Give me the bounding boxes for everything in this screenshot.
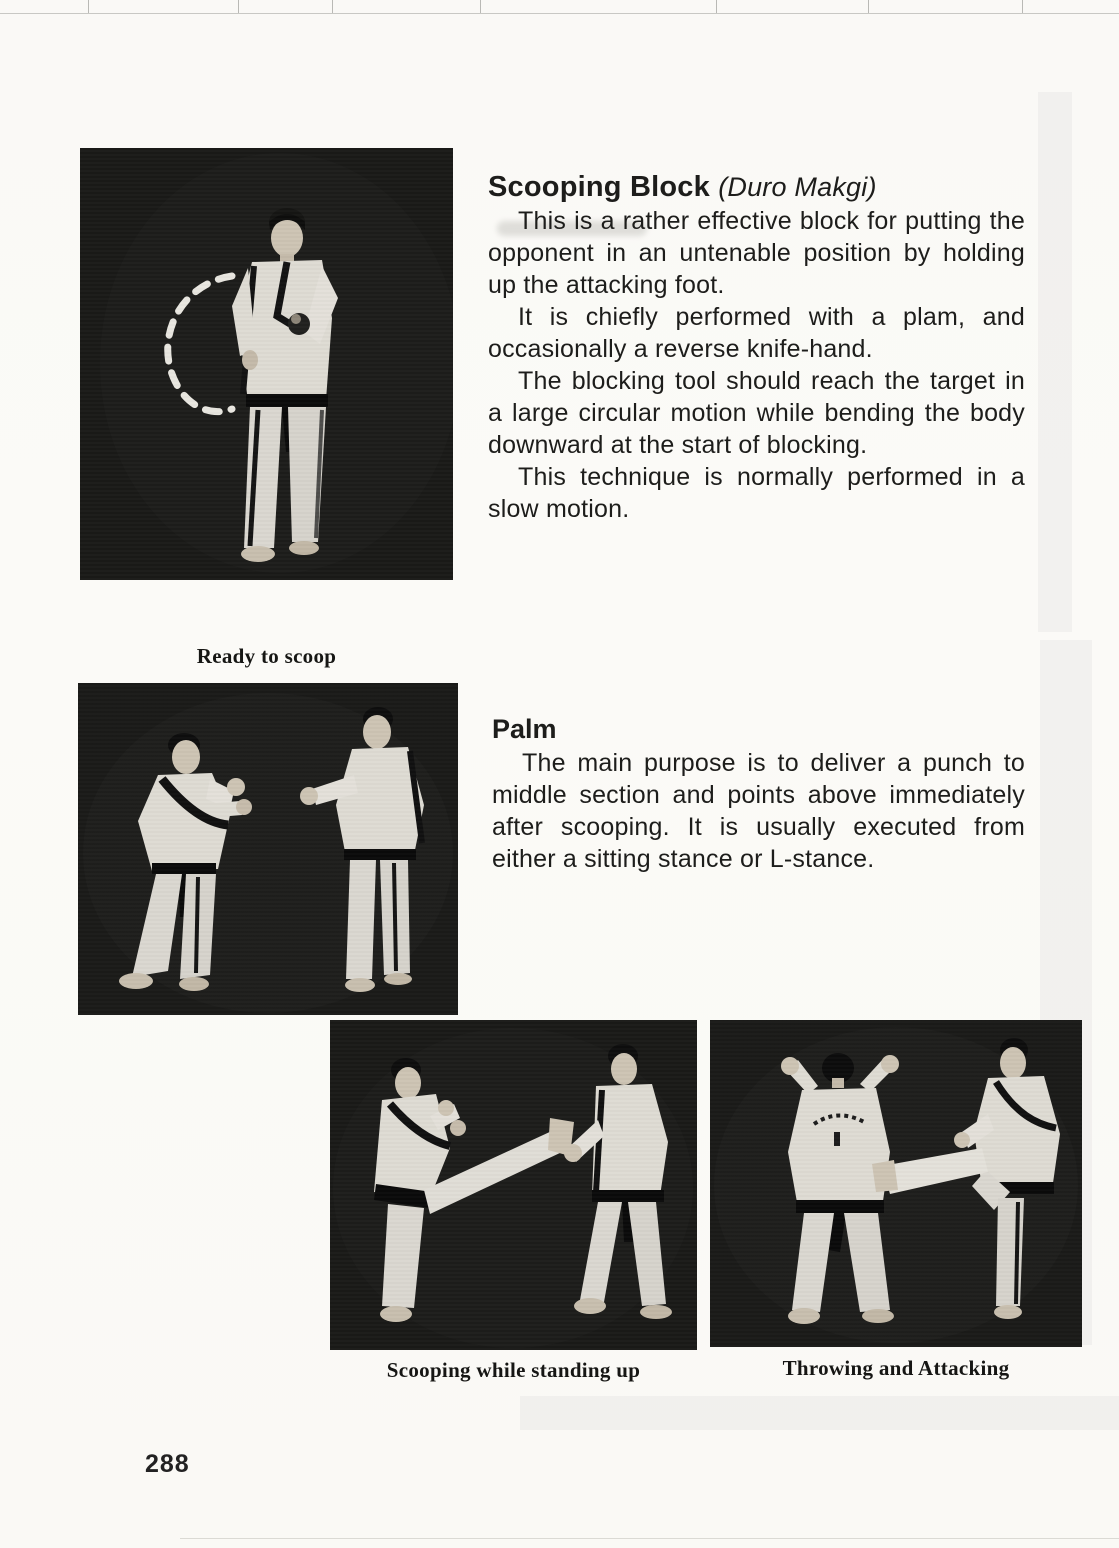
page-number: 288 (145, 1450, 190, 1478)
scan-artifact-tick (332, 0, 333, 13)
figure-single-stance-illustration (80, 148, 453, 580)
caption-scooping-standing: Scooping while standing up (386, 1358, 641, 1382)
section-heading (488, 170, 1025, 204)
figure-throw-attack-illustration (710, 1020, 1082, 1347)
scooping-motion-arrow (168, 276, 232, 412)
heading-korean-term: (Duro Makgi) (718, 172, 877, 202)
section-scooping-block (488, 170, 1025, 525)
scooping-block-body (488, 205, 1025, 525)
paragraph: The main purpose is to deliver a punch to middle section and points above immediately after scooping. It is usually executed from either a sitting stance or L-stance. (492, 749, 1025, 873)
scan-artifact-tick (238, 0, 239, 13)
heading-palm: Palm (492, 714, 557, 744)
paragraph: It is chiefly performed with a plam, and occasionally a reverse knife-hand. (488, 303, 1025, 363)
scan-artifact-tick (716, 0, 717, 13)
paragraph: The blocking tool should reach the target in a large circular motion while bending the body downward at the start of blocking. (488, 367, 1025, 459)
heading-scooping-block: Scooping Block (488, 171, 710, 203)
photo-ready-to-scoop (80, 148, 453, 580)
scan-artifact-top-line (0, 13, 1119, 14)
photo-throwing-attacking (710, 1020, 1082, 1347)
scan-artifact-bottom-line (180, 1538, 1119, 1539)
scan-artifact-tick (88, 0, 89, 13)
photo-facing-stance (78, 683, 458, 1015)
scan-artifact-tick (1022, 0, 1023, 13)
scan-artifact-band (520, 1396, 1119, 1430)
figure-kick-catch-illustration (330, 1020, 697, 1350)
figure-two-fighters-illustration (78, 683, 458, 1015)
section-palm (492, 712, 1025, 875)
paragraph: This is a rather effective block for putting the opponent in an untenable position by holding up the attacking foot. (488, 207, 1025, 299)
caption-ready-to-scoop: Ready to scoop (196, 644, 337, 668)
paragraph: This technique is normally performed in a slow motion. (488, 463, 1025, 523)
palm-body (492, 747, 1025, 875)
scan-artifact-tick (868, 0, 869, 13)
scan-artifact-band (1038, 92, 1072, 632)
photo-scooping-standing (330, 1020, 697, 1350)
scan-artifact-tick (480, 0, 481, 13)
caption-throwing-attacking: Throwing and Attacking (782, 1356, 1010, 1380)
